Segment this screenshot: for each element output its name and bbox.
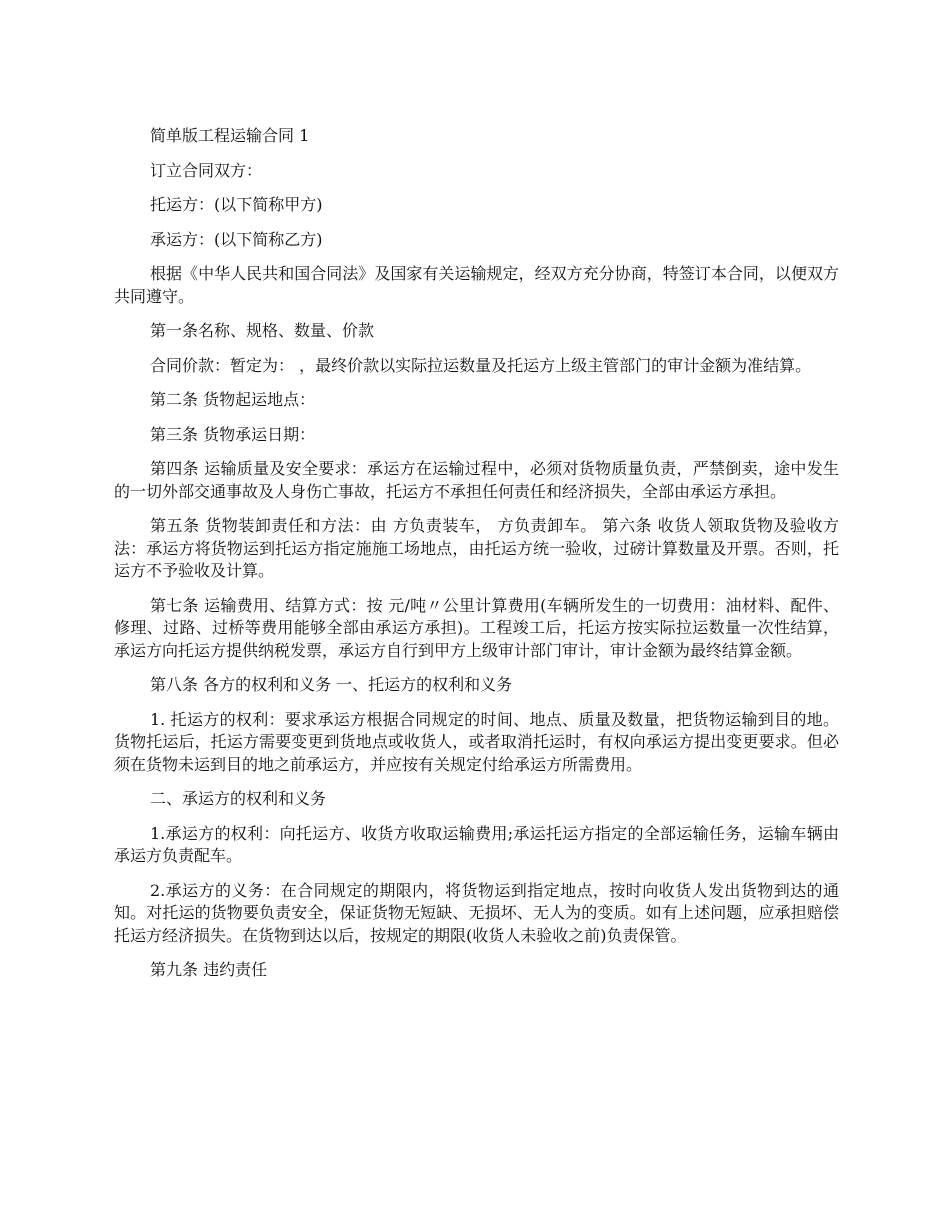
article-5-6-paragraph: 第五条 货物装卸责任和方法：由 方负责装车， 方负责卸车。 第六条 收货人领取货物及验收方法：承运方将货物运到托运方指定施施工场地点，由托运方统一验收，过磅计算数量及开票。否则，托运方不予验收及计算。 [114,516,839,580]
preamble-paragraph: 根据《中华人民共和国合同法》及国家有关运输规定，经双方充分协商，特签订本合同，以便双方共同遵守。 [114,264,839,306]
carrier-rights-heading: 二、承运方的权利和义务 [150,789,327,808]
article-1-heading: 第一条名称、规格、数量、价款 [150,321,375,340]
carrier-obligations-paragraph: 2.承运方的义务：在合同规定的期限内，将货物运到指定地点，按时向收货人发出货物到达的通知。对托运的货物要负责安全，保证货物无短缺、无损坏、无人为的变质。如有上述问题，应承担赔偿托运方经济损失。在货物到达以后，按规定的期限(收货人未验收之前)负责保管。 [114,880,839,945]
contract-price-paragraph: 合同价款：暂定为： ，最终价款以实际拉运数量及托运方上级主管部门的审计金额为准结算。 [150,355,812,375]
contract-title: 简单版工程运输合同 1 [150,126,310,145]
parties-heading: 订立合同双方： [150,160,263,180]
article-9-heading: 第九条 违约责任 [150,960,268,979]
carrier-line: 承运方：(以下简称乙方) [150,229,323,249]
shipper-rights-paragraph: 1. 托运方的权利：要求承运方根据合同规定的时间、地点、质量及数量，把货物运输到目的地。货物托运后，托运方需要变更到货地点或收货人，或者取消托运时，有权向承运方提出变更要求。但必须在货物未运到目的地之前承运方，并应按有关规定付给承运方所需费用。 [114,709,839,774]
article-7-paragraph: 第七条 运输费用、结算方式：按 元/吨〃公里计算费用(车辆所发生的一切费用：油材料、配件、修理、过路、过桥等费用能够全部由承运方承担)。工程竣工后，托运方按实际拉运数量一次性结算，承运方向托运方提供纳税发票，承运方自行到甲方上级审计部门审计，审计金额为最终结算金额。 [114,595,839,660]
article-8-heading: 第八条 各方的权利和义务 一、托运方的权利和义务 [150,675,513,694]
carrier-rights-paragraph: 1.承运方的权利：向托运方、收货方收取运输费用;承运托运方指定的全部运输任务，运输车辆由承运方负责配车。 [114,823,839,865]
article-3-paragraph: 第三条 货物承运日期： [150,424,316,444]
article-2-paragraph: 第二条 货物起运地点： [150,390,316,409]
shipper-line: 托运方：(以下简称甲方) [150,195,323,214]
article-4-paragraph: 第四条 运输质量及安全要求：承运方在运输过程中，必须对货物质量负责，严禁倒卖，途中发生的一切外部交通事故及人身伤亡事故，托运方不承担任何责任和经济损失，全部由承运方承担。 [114,459,839,501]
document-body [114,125,839,994]
